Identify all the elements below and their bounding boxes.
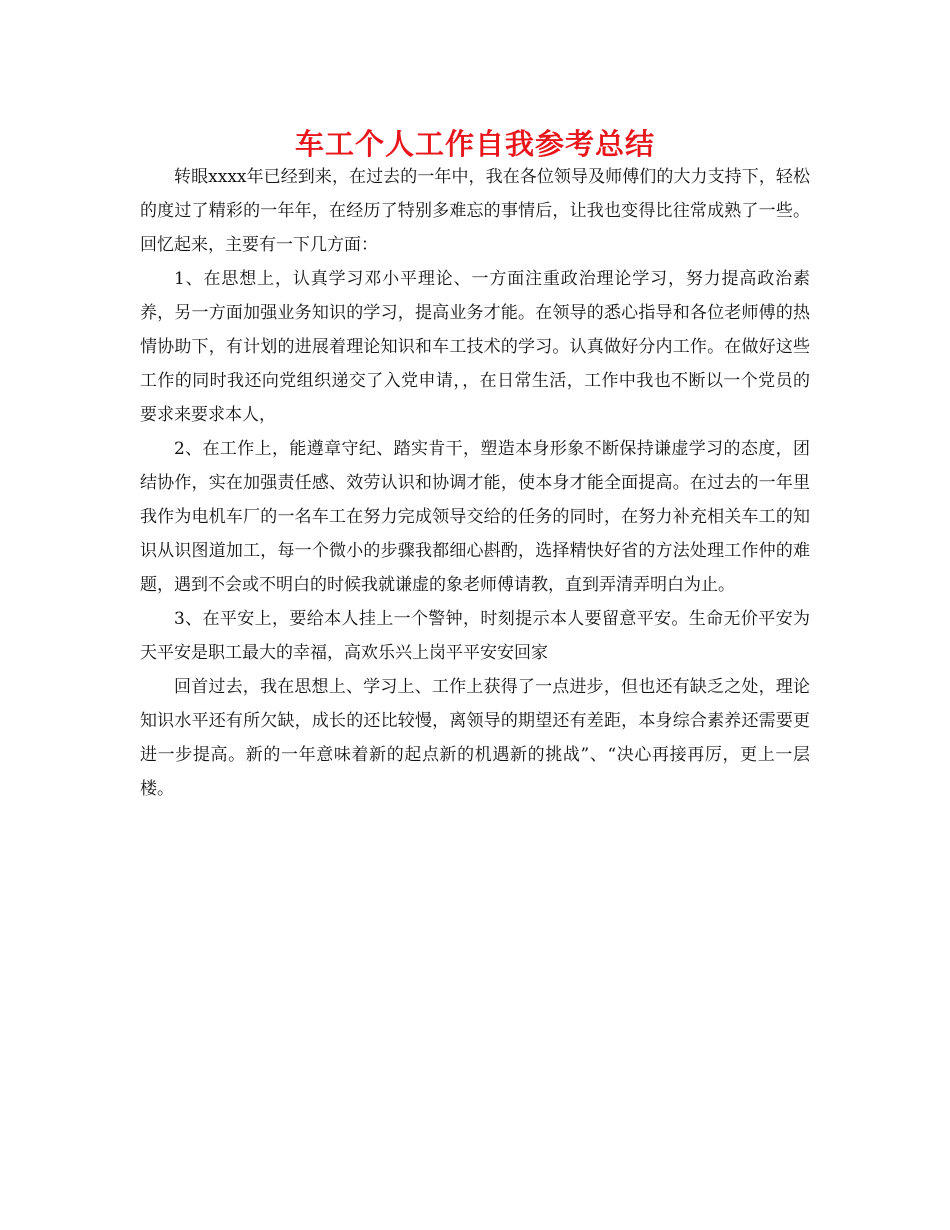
- document-title: 车工个人工作自我参考总结: [294, 127, 655, 161]
- paragraph-work: 2、在工作上，能遵章守纪、踏实肯干，塑造本身形象不断保持谦虚学习的态度，团结协作，实在加强责任感、效劳认识和协调才能，使本身才能全面提高。在过去的一年里我作为电机车厂的一名车工在努力完成领导交给的任务的同时，在努力补充相关车工的知识从识图道加工，每一个微小的步骤我都细心斟酌，选择精快好省的方法处理工作仲的难题，遇到不会或不明白的时候我就谦虚的象老师傅请教，直到弄清弄明白为止。: [140, 439, 810, 595]
- paragraph-intro: 转眼xxxx年已经到来，在过去的一年中，我在各位领导及师傅们的大力支持下，轻松的度过了精彩的一年年，在经历了特别多难忘的事情后，让我也变得比往常成熟了一些。回忆起来，主要有一下几方面：: [140, 167, 810, 255]
- document-body: [140, 160, 810, 806]
- paragraph-safety: 3、在平安上，要给本人挂上一个警钟，时刻提示本人要留意平安。生命无价平安为天平安是职工最大的幸福，高欢乐兴上岗平平安安回家: [140, 609, 810, 663]
- paragraph-conclusion: 回首过去，我在思想上、学习上、工作上获得了一点进步，但也还有缺乏之处，理论知识水平还有所欠缺，成长的还比较慢，离领导的期望还有差距，本身综合素养还需要更进一步提高。新的一年意味着新的起点新的机遇新的挑战”、“决心再接再厉，更上一层楼。: [140, 677, 810, 799]
- paragraph-thought: 1、在思想上，认真学习邓小平理论、一方面注重政治理论学习，努力提高政治素养，另一方面加强业务知识的学习，提高业务才能。在领导的悉心指导和各位老师傅的热情协助下，有计划的进展着理论知识和车工技术的学习。认真做好分内工作。在做好这些工作的同时我还向党组织递交了入党申请，，在日常生活，工作中我也不断以一个党员的要求来要求本人，: [140, 269, 810, 425]
